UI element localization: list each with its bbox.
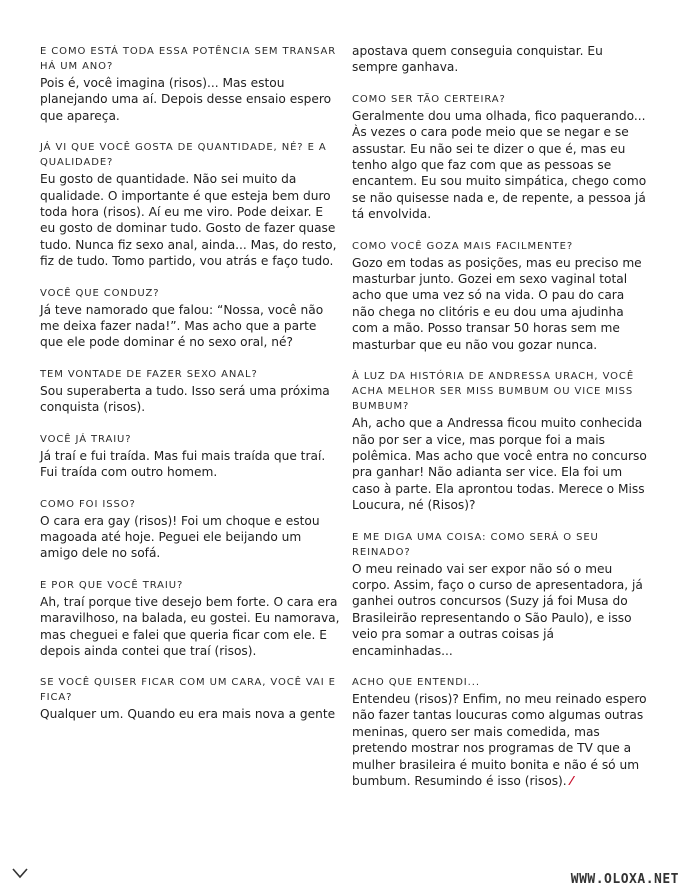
answer: Já teve namorado que falou: “Nossa, você não me deixa fazer nada!”. Mas acho que a parte que ele pode dominar é no sexo oral, né? (40, 302, 324, 350)
question: VOCÊ QUE CONDUZ? (40, 287, 160, 299)
right-column (352, 44, 650, 805)
answer-text: Entendeu (risos)? Enfim, no meu reinado espero não fazer tantas loucuras como algumas outras meninas, quero ser mais comedida, mas pretendo mostrar nos programas de TV que a mulher brasileira é muito bonita e não é só um bumbum. Resumindo é isso (risos). (352, 691, 647, 788)
question: E ME DIGA UMA COISA: COMO SERÁ O SEU REINADO? (352, 531, 599, 558)
question: COMO VOCÊ GOZA MAIS FACILMENTE? (352, 240, 574, 252)
qa-block (40, 432, 340, 481)
answer (352, 691, 650, 789)
qa-block (40, 367, 340, 416)
question: TEM VONTADE DE FAZER SEXO ANAL? (40, 368, 258, 380)
answer: apostava quem conseguia conquistar. Eu sempre ganhava. (352, 44, 603, 75)
question: À LUZ DA HISTÓRIA DE ANDRESSA URACH, VOCÊ ACHA MELHOR SER MISS BUMBUM OU VICE MISS BUMBUM? (352, 371, 635, 413)
question: E COMO ESTÁ TODA ESSA POTÊNCIA SEM TRANSAR HÁ UM ANO? (40, 46, 337, 72)
qa-block-continuation (352, 43, 650, 76)
qa-block (40, 497, 340, 562)
qa-block (352, 239, 650, 353)
qa-block (40, 578, 340, 660)
answer: Qualquer um. Quando eu era mais nova a gente (40, 707, 336, 722)
qa-block (352, 369, 650, 513)
answer: Pois é, você imagina (risos)... Mas estou planejando uma aí. Depois desse ensaio espero que apareça. (40, 76, 332, 123)
answer: Geralmente dou uma olhada, fico paquerando... Às vezes o cara pode meio que se negar e se assustar. Eu não sei te dizer o que é, mas eu tenho algo que faz com que as pessoas se encantem. Eu sou muito simpática, chego como se não quisesse nada e, de repente, a pessoa já tá envolvida. (352, 108, 647, 222)
answer: Gozo em todas as posições, mas eu preciso me masturbar junto. Gozei em sexo vaginal total acho que uma vez só na vida. O pau do cara não chega no clitóris e eu dou uma ajudinha com a mão. Posso transar 50 horas sem me masturbar que eu não vou gozar nunca. (352, 255, 642, 352)
left-column (40, 44, 340, 739)
question: SE VOCÊ QUISER FICAR COM UM CARA, VOCÊ VAI E FICA? (40, 677, 336, 704)
answer: Sou superaberta a tudo. Isso será uma próxima conquista (risos). (40, 383, 330, 415)
answer: Ah, traí porque tive desejo bem forte. O cara era maravilhoso, na balada, eu gostei. Eu namorava, mas cheguei e falei que queria ficar com ele. E depois ainda contei que traí (risos). (40, 594, 340, 658)
end-of-article-mark: ⁄ (570, 774, 573, 788)
chevron-down-icon[interactable] (12, 866, 28, 880)
answer: Já traí e fui traída. Mas fui mais traída que traí. Fui traída com outro homem. (40, 448, 326, 480)
answer: O cara era gay (risos)! Foi um choque e estou magoada até hoje. Peguei ele beijando um amigo dele no sofá. (40, 513, 320, 561)
qa-block (352, 675, 650, 789)
site-watermark: WWW.OLOXA.NET (570, 872, 679, 887)
qa-block (40, 140, 340, 269)
answer: O meu reinado vai ser expor não só o meu corpo. Assim, faço o curso de apresentadora, já ganhei outros concursos (Suzy já foi Musa do Brasileirão representando o São Paulo), e isso veio pra somar a outras coisas já encaminhadas... (352, 561, 643, 658)
answer: Eu gosto de quantidade. Não sei muito da qualidade. O importante é que esteja bem duro toda hora (risos). Aí eu me viro. Pode deixar. E eu gosto de dominar tudo. Gosto de fazer quase tudo. Nunca fiz sexo anal, ainda... Mas, do resto, fiz de tudo. Tomo partido, vou atrás e faço tudo. (40, 172, 337, 269)
question: ACHO QUE ENTENDI... (352, 676, 480, 688)
qa-block (352, 530, 650, 659)
qa-block (40, 286, 340, 351)
question: E POR QUE VOCÊ TRAIU? (40, 579, 184, 591)
qa-block (40, 675, 340, 722)
qa-block (40, 44, 340, 124)
qa-block (352, 92, 650, 223)
question: COMO FOI ISSO? (40, 498, 136, 510)
answer: Ah, acho que a Andressa ficou muito conhecida não por ser a vice, mas porque foi a mais polêmica. Mas acho que você entra no concurso pra ganhar! Não adianta ser vice. Ela foi um caso à parte. Ela aprontou todas. Merece o Miss Loucura, né (Risos)? (352, 416, 647, 513)
question: VOCÊ JÁ TRAIU? (40, 433, 132, 445)
question: JÁ VI QUE VOCÊ GOSTA DE QUANTIDADE, NÉ? E A QUALIDADE? (40, 142, 327, 169)
question: COMO SER TÃO CERTEIRA? (352, 93, 506, 105)
